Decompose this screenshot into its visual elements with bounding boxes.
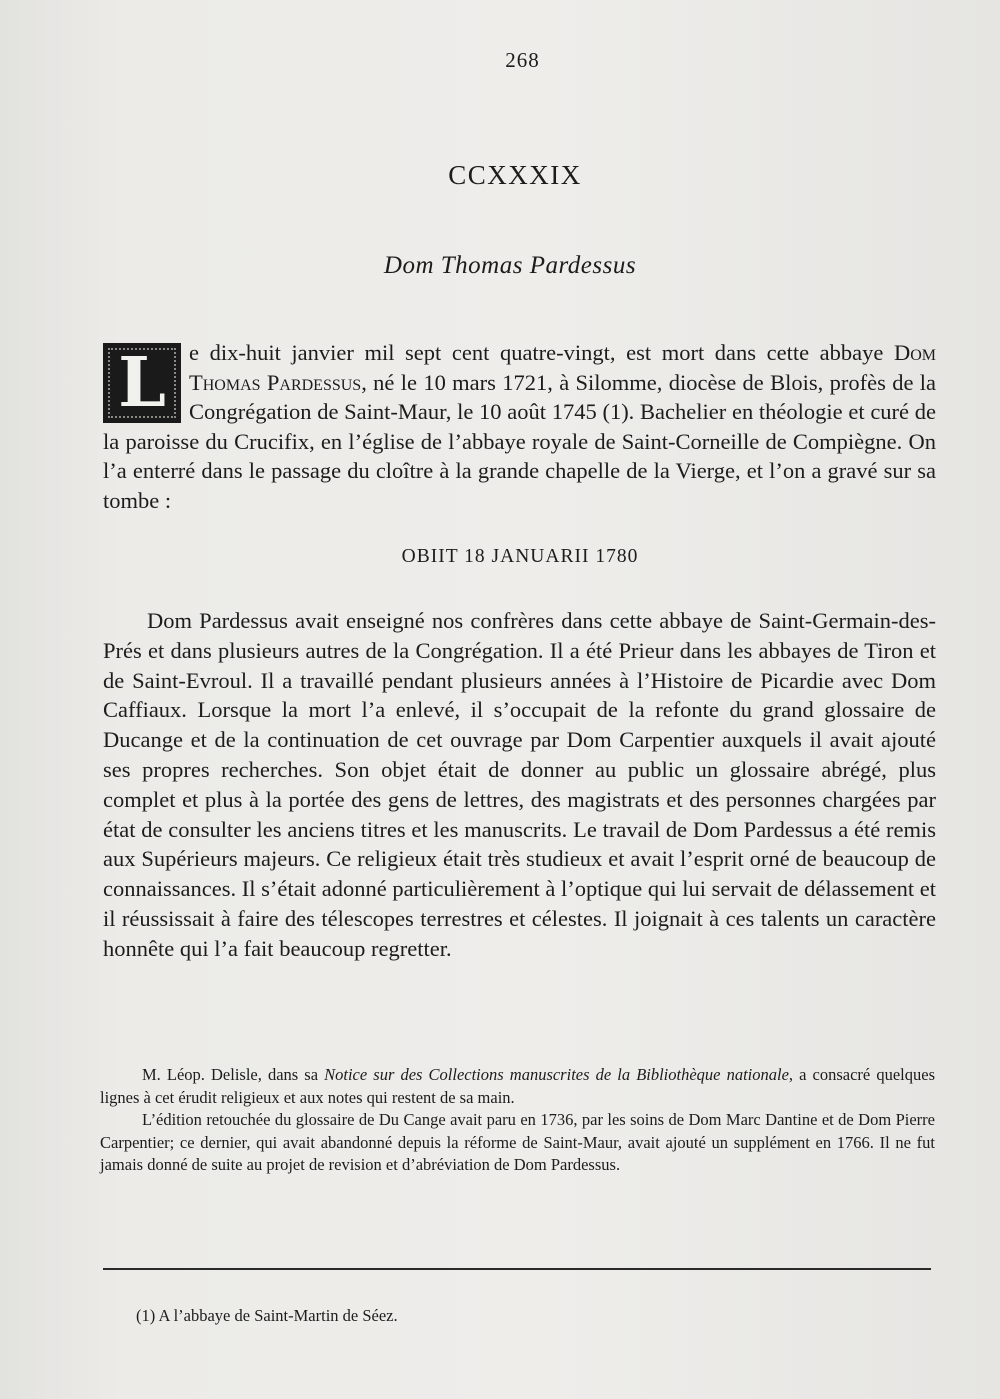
footnote-rule	[103, 1268, 931, 1270]
subject-name: Dom Thomas Pardessus	[383, 252, 637, 279]
chapter-number: CCXXXIX	[448, 160, 582, 190]
epitaph: OBIIT 18 JANUARII 1780	[401, 546, 639, 567]
drop-cap: L	[103, 343, 181, 423]
intro-rest: , né le 10 mars 1721, à Silomme, diocèse de Blois, profès de la Congrégation de Saint-Maur, le 10 août 1745 (1). Bachelier en théologie et curé de la paroisse du Crucifix, en l’église de l’abbaye royale de Saint-Corneille de Compiègne. On l’a enterré dans le passage du cloître à la grande chapelle de la Vierge, et l’on a gravé sur sa tombe :	[103, 369, 937, 513]
footnote-delisle-title: Notice sur des Collections manuscrites de la Bibliothèque nationale	[324, 1065, 789, 1084]
intro-paragraph	[103, 338, 936, 515]
bottom-footnote: (1) A l’abbaye de Saint-Martin de Séez.	[136, 1306, 398, 1325]
footnote-delisle	[100, 1064, 935, 1109]
footnotes	[100, 1064, 935, 1177]
intro-opening: e dix-huit janvier mil sept cent quatre-vingt, est mort dans cette abbaye	[189, 340, 884, 365]
page-number: 268	[505, 48, 540, 72]
main-paragraph: Dom Pardessus avait enseigné nos confrères dans cette abbaye de Saint-Germain-des-Prés et dans plusieurs autres de la Congrégation. Il a été Prieur dans les abbayes de Tiron et de Saint-Evroul. Il a travaillé pendant plusieurs années à l’Histoire de Picardie avec Dom Caffiaux. Lorsque la mort l’a enlevé, il s’occupait de la refonte du grand glossaire de Ducange et de la continuation de cet ouvrage par Dom Carpentier auxquels il avait ajouté ses propres recherches. Son objet était de donner au public un glossaire abrégé, plus complet et plus à la portée des gens de lettres, des magistrats et des personnes chargées par état de consulter les anciens titres et les manuscrits. Le travail de Dom Pardessus a été remis aux Supérieurs majeurs. Ce religieux était très studieux et avait l’esprit orné de beaucoup de connaissances. Il s’était adonné particulièrement à l’optique qui lui servait de délassement et il réussissait à faire des télescopes terrestres et célestes. Il joignait à ces talents un caractère honnête qui l’a fait beaucoup regretter.	[103, 608, 936, 961]
footnote-delisle-after: , a consacré quelques lignes à cet érudit religieux et aux notes qui restent de sa main.	[100, 1065, 935, 1107]
intro-name: Dom Thomas Pardessus	[189, 340, 936, 395]
footnote-delisle-before: M. Léop. Delisle, dans sa	[142, 1065, 325, 1084]
footnote-glossaire: L’édition retouchée du glossaire de Du Cange avait paru en 1736, par les soins de Dom Marc Dantine et de Dom Pierre Carpentier; ce dernier, qui avait abandonné depuis la réforme de Saint-Maur, avait ajouté un supplément en 1766. Il ne fut jamais donné de suite au projet de revision et d’abréviation de Dom Pardessus.	[100, 1110, 935, 1174]
